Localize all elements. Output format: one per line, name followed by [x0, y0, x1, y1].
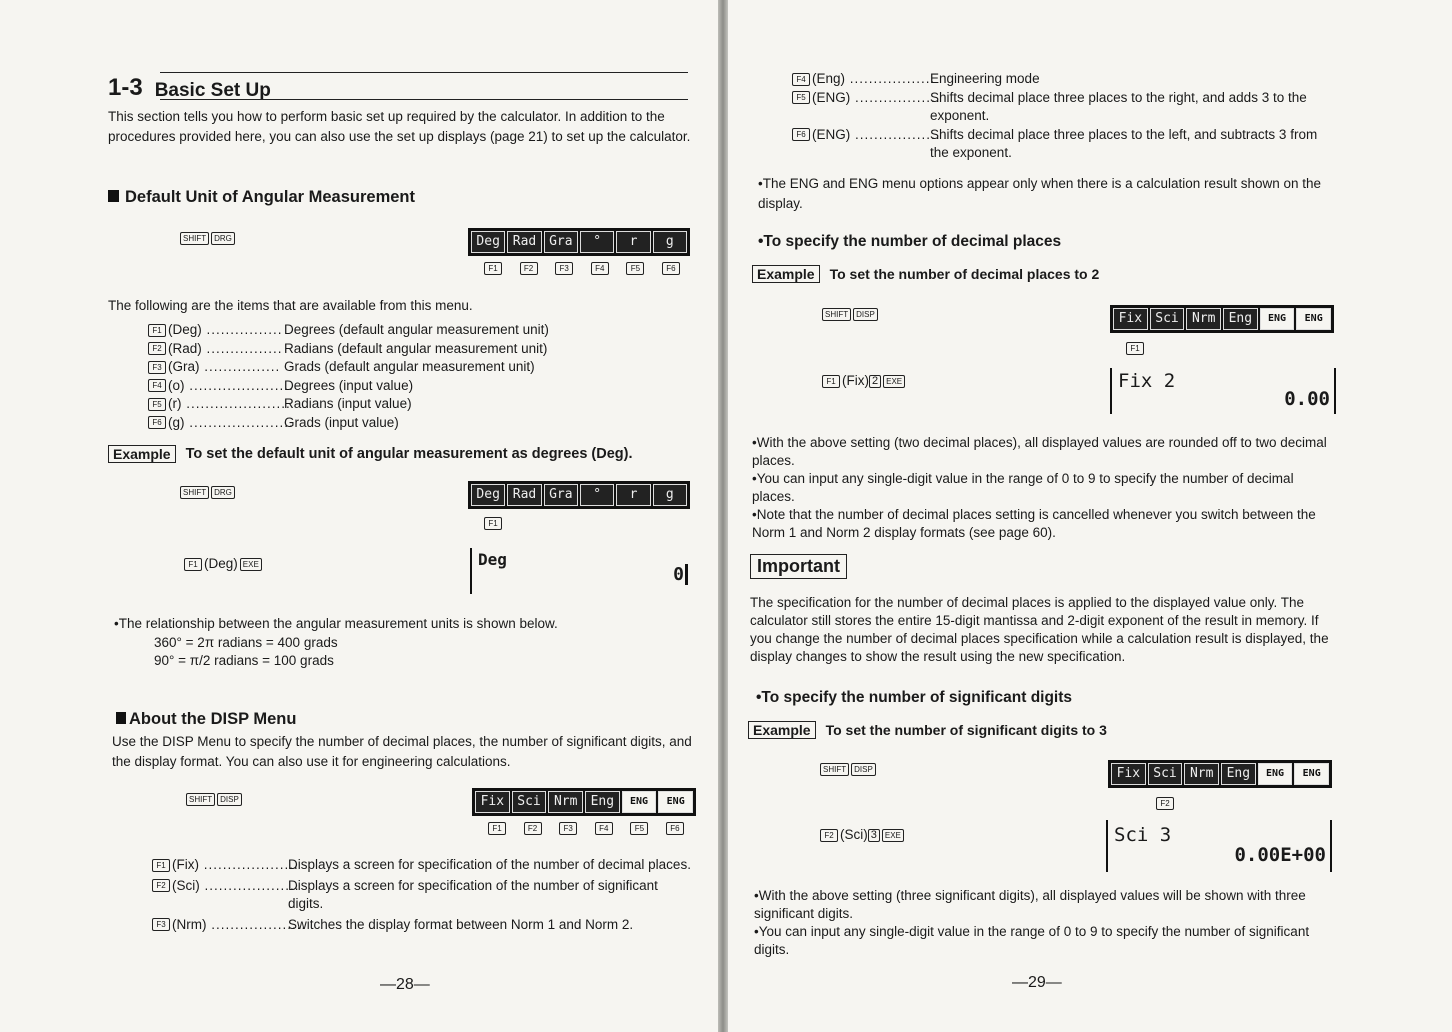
list-item: F3 (Gra) ................ Grads (default angular measurement unit): [148, 358, 608, 377]
items-intro: The following are the items that are available from this menu.: [108, 298, 473, 313]
f1-key-hint-r: F1: [1126, 340, 1146, 358]
decimal-heading: •To specify the number of decimal places: [758, 233, 1062, 250]
function-key-row: [484, 262, 682, 275]
page-number: —29—: [1012, 974, 1062, 991]
title-rule-top: [160, 72, 688, 73]
angular-heading: Default Unit of Angular Measurement: [108, 188, 415, 207]
f4-key: F4: [591, 262, 609, 275]
note: •With the above setting (three significant digits), all displayed values will be shown with three significant digits.: [754, 888, 1306, 921]
list-item: F4 (o) ...................... Degrees (input value): [148, 377, 608, 396]
section-header: [108, 74, 271, 102]
list-item: F2 (Rad) ................ Radians (default angular measurement unit): [148, 340, 608, 359]
ex2-keystroke: F1 (Fix) 2 EXE: [822, 371, 907, 391]
disp-paragraph: Use the DISP Menu to specify the number of decimal places, the number of significant digits, and the display format. You can also use it for engineering calculations.: [112, 734, 692, 769]
lcd-text: Deg: [478, 550, 507, 569]
important-label: Important: [750, 554, 847, 579]
menu-rad: Rad: [507, 231, 541, 253]
square-bullet-icon: [116, 712, 126, 724]
relation-1: 360° = 2π radians = 400 grads: [154, 635, 338, 650]
function-key-row-2: F1 F2 F3 F4 F5 F6: [488, 822, 686, 835]
disp-heading: About the DISP Menu: [116, 710, 296, 729]
shift-disp-keys-r1: SHIFT DISP: [822, 306, 880, 324]
angle-menu-display: [468, 228, 690, 256]
important-text: The specification for the number of decimal places is applied to the displayed value only. The calculator still stores the entire 15-digit mantissa and 2-digit exponent of the result in memory. If you change the number of decimal places specification while a calculation result is displayed, the display changes to show the result using the new specification.: [750, 595, 1329, 664]
example-label: Example: [752, 265, 820, 283]
square-bullet-icon: [108, 190, 119, 202]
relationship-note: •The relationship between the angular measurement units is shown below.: [114, 616, 558, 631]
menu-r: r: [616, 231, 650, 253]
book-spine: [718, 0, 728, 1032]
sig-heading: •To specify the number of significant digits: [756, 689, 1073, 706]
menu-g: g: [653, 231, 687, 253]
f2-key: F2: [520, 262, 538, 275]
f3-key: F3: [555, 262, 573, 275]
lcd-value: 0: [673, 564, 688, 585]
ex1-lcd-screen: [470, 548, 690, 594]
sig-notes: [754, 887, 1334, 959]
ex1-keystroke: F1 (Deg) EXE: [184, 554, 264, 574]
example3-text: To set the number of significant digits to 3: [825, 722, 1107, 738]
menu-deg: Deg: [471, 231, 505, 253]
relation-2: 90° = π/2 radians = 100 grads: [154, 653, 334, 668]
menu-degree-symbol: °: [580, 231, 614, 253]
example2-row: [752, 265, 1099, 283]
ex2-lcd-screen: [1110, 368, 1336, 414]
page-number: —28—: [380, 976, 430, 993]
f1-key-hint: F1: [484, 515, 504, 533]
eng-note: •The ENG and ENG menu options appear only when there is a calculation result shown on the display.: [758, 176, 1322, 211]
note: •You can input any single-digit value in the range of 0 to 9 to specify the number of decimal places.: [752, 471, 1294, 504]
list-item: F4 (Eng) .................. Engineering mode: [792, 70, 1338, 89]
right-page: [726, 0, 1452, 1032]
note: •With the above setting (two decimal places), all displayed values are rounded off to two decimal places.: [752, 435, 1327, 468]
f5-key: F5: [626, 262, 644, 275]
lcd-value: 0.00E+00: [1234, 844, 1326, 866]
note: •Note that the number of decimal places setting is cancelled whenever you switch between the Norm 1 and Norm 2 display formats (see page 60).: [752, 507, 1316, 540]
example1-text: To set the default unit of angular measurement as degrees (Deg).: [185, 446, 633, 462]
list-item: F1 (Fix) .................... Displays a screen for specification of the number of decimal places.: [152, 856, 696, 875]
title-rule-bottom: [160, 99, 688, 100]
list-item: F6 (g) ...................... Grads (input value): [148, 414, 608, 433]
lcd-text: Sci 3: [1114, 824, 1172, 846]
list-item: F2 (Sci) .................... Displays a screen for specification of the number of significant digits.: [152, 877, 696, 914]
ex3-lcd-screen: [1106, 820, 1332, 872]
eng-items-list: [792, 70, 1338, 163]
intro-paragraph: This section tells you how to perform basic set up required by the calculator. In addition to the procedures provided here, you can also use the set up displays (page 21) to set up the calculator.: [108, 109, 691, 144]
shift-drg-keys-2: SHIFT DRG: [180, 484, 237, 502]
disp-menu-display-r2: Fix Sci Nrm Eng ENG ENG: [1108, 760, 1332, 788]
f6-key: F6: [662, 262, 680, 275]
note: •You can input any single-digit value in the range of 0 to 9 to specify the number of significant digits.: [754, 924, 1310, 957]
disp-items-list: [152, 856, 696, 934]
drg-key: DRG: [211, 232, 235, 245]
example2-text: To set the number of decimal places to 2: [829, 266, 1100, 282]
list-item: F6 (ENG) .................. Shifts decimal place three places to the left, and subtracts 3 from the exponent.: [792, 126, 1338, 163]
section-title: Basic Set Up: [154, 80, 271, 101]
section-number: 1-3: [108, 74, 143, 101]
example3-row: [748, 721, 1107, 739]
f1-key: F1: [484, 262, 502, 275]
example-label: Example: [108, 445, 176, 463]
f2-key-hint-r: F2: [1156, 795, 1176, 813]
list-item: F5 (ENG) .................. Shifts decimal place three places to the right, and adds 3 to the exponent.: [792, 89, 1338, 126]
left-page: [0, 0, 722, 1032]
angle-items-list: [148, 321, 608, 432]
decimal-notes: [752, 434, 1336, 542]
shift-disp-keys: SHIFT DISP: [186, 791, 244, 809]
shift-drg-keys: [180, 230, 237, 248]
disp-menu-display-r1: Fix Sci Nrm Eng ENG ENG: [1110, 305, 1334, 333]
lcd-text: Fix 2: [1118, 370, 1176, 392]
ex3-keystroke: F2 (Sci) 3 EXE: [820, 825, 906, 845]
example1-row: [108, 445, 633, 463]
angle-menu-display-2: Deg Rad Gra ° r g: [468, 481, 690, 509]
disp-menu-display: Fix Sci Nrm Eng ENG ENG: [472, 788, 696, 816]
shift-disp-keys-r2: SHIFT DISP: [820, 761, 878, 779]
list-item: F1 (Deg) ................ Degrees (default angular measurement unit): [148, 321, 608, 340]
list-item: F5 (r) ...................... Radians (input value): [148, 395, 608, 414]
list-item: F3 (Nrm) .................... Switches the display format between Norm 1 and Norm 2.: [152, 916, 696, 935]
shift-key: SHIFT: [180, 232, 209, 245]
lcd-value: 0.00: [1284, 388, 1330, 410]
menu-gra: Gra: [544, 231, 578, 253]
example-label: Example: [748, 721, 816, 739]
